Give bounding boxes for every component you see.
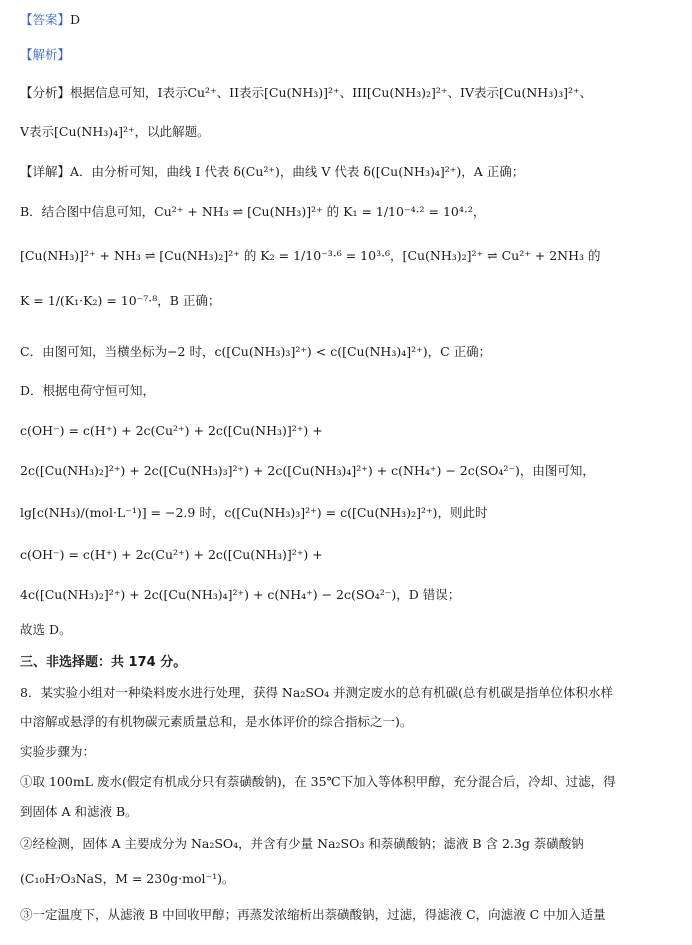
question-line: (C₁₀H₇O₃NaS，M = 230g·mol⁻¹)。 xyxy=(20,871,235,886)
question-line: 中溶解或悬浮的有机物碳元素质量总和，是水体评价的综合指标之一)。 xyxy=(20,714,413,729)
solution-line: lg[c(NH₃)/(mol·L⁻¹)] = −2.9 时，c([Cu(NH₃)₃]²⁺) = c([Cu(NH₃)₂]²⁺)，则此时 xyxy=(20,505,488,520)
solution-line: [Cu(NH₃)]²⁺ + NH₃ ⇌ [Cu(NH₃)₂]²⁺ 的 K₂ = 1/10⁻³·⁶ = 10³·⁶，[Cu(NH₃)₂]²⁺ ⇌ Cu²⁺ + 2NH₃ 的 xyxy=(20,248,601,263)
answer-value: D xyxy=(70,12,81,27)
question-line: ①取 100mL 废水(假定有机成分只有萘磺酸钠)，在 35℃下加入等体积甲醇，充分混合后，冷却、过滤，得 xyxy=(20,774,616,789)
section-heading: 三、非选择题：共 174 分。 xyxy=(20,655,187,670)
question-line: ③一定温度下，从滤液 B 中回收甲醇；再蒸发浓缩析出萘磺酸钠，过滤，得滤液 C，向滤液 C 中加入适量 xyxy=(20,907,606,922)
solution-line: 2c([Cu(NH₃)₂]²⁺) + 2c([Cu(NH₃)₃]²⁺) + 2c([Cu(NH₃)₄]²⁺) + c(NH₄⁺) − 2c(SO₄²⁻)，由图可知， xyxy=(20,463,595,478)
solution-line: C．由图可知，当横坐标为−2 时，c([Cu(NH₃)₃]²⁺) < c([Cu(NH₃)₄]²⁺)，C 正确； xyxy=(20,344,492,359)
question-line: ②经检测，固体 A 主要成分为 Na₂SO₄，并含有少量 Na₂SO₃ 和萘磺酸钠；滤液 B 含 2.3g 萘磺酸钠 xyxy=(20,836,584,851)
solution-line: 故选 D。 xyxy=(20,622,72,637)
solution-line: V表示[Cu(NH₃)₄]²⁺，以此解题。 xyxy=(20,124,210,139)
answer-label: 【答案】 xyxy=(20,12,71,27)
solution-line: 4c([Cu(NH₃)₂]²⁺) + 2c([Cu(NH₃)₄]²⁺) + c(NH₄⁺) − 2c(SO₄²⁻)，D 错误； xyxy=(20,587,461,602)
answer-line xyxy=(20,14,80,27)
analysis-label: 【解析】 xyxy=(20,47,71,62)
solution-line: c(OH⁻) = c(H⁺) + 2c(Cu²⁺) + 2c([Cu(NH₃)]²⁺) + xyxy=(20,547,323,562)
solution-line: D．根据电荷守恒可知， xyxy=(20,383,156,398)
solution-line: K = 1/(K₁·K₂) = 10⁻⁷·⁸，B 正确； xyxy=(20,293,221,308)
question-line: 实验步骤为： xyxy=(20,744,96,759)
solution-line: 【分析】根据信息可知，I表示Cu²⁺、II表示[Cu(NH₃)]²⁺、III[Cu(NH₃)₂]²⁺、IV表示[Cu(NH₃)₃]²⁺、 xyxy=(20,85,593,100)
question-line: 8．某实验小组对一种染料废水进行处理，获得 Na₂SO₄ 并测定废水的总有机碳(总有机碳是指单位体积水样 xyxy=(20,685,614,700)
solution-line: B．结合图中信息可知，Cu²⁺ + NH₃ ⇌ [Cu(NH₃)]²⁺ 的 K₁ = 1/10⁻⁴·² = 10⁴·²， xyxy=(20,204,486,219)
solution-line: c(OH⁻) = c(H⁺) + 2c(Cu²⁺) + 2c([Cu(NH₃)]²⁺) + xyxy=(20,423,323,438)
question-line: 到固体 A 和滤液 B。 xyxy=(20,804,138,819)
solution-line: 【详解】A．由分析可知，曲线 I 代表 δ(Cu²⁺)，曲线 V 代表 δ([Cu(NH₃)₄]²⁺)，A 正确； xyxy=(20,164,525,179)
